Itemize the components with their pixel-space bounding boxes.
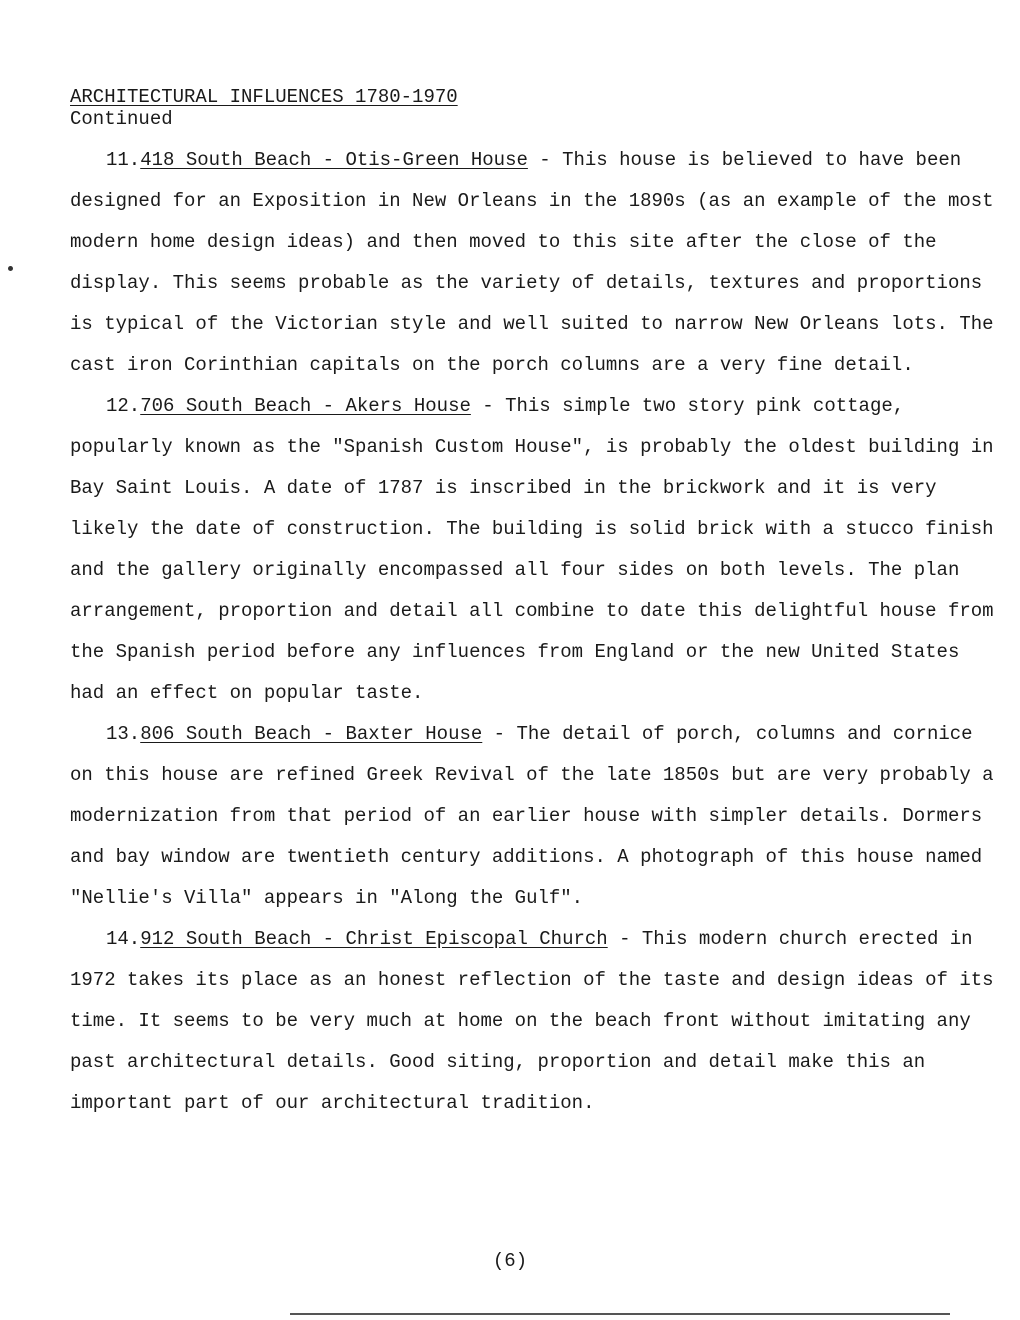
scan-speck <box>8 266 13 271</box>
entry-text: - This house is believed to have been designed for an Exposition in New Orleans in the 1890s (as an example of the most modern home design ideas) and then moved to this site after the close of the display. This seems probable as the variety of details, textures and proportions is typical of the Victorian style and well suited to narrow New Orleans lots. The cast iron Corinthian capitals on the porch columns are a very fine detail. <box>70 149 994 376</box>
entry-13 <box>70 714 1000 919</box>
entry-11 <box>70 140 1000 386</box>
document-header <box>70 86 458 130</box>
page-bottom-rule <box>290 1313 950 1315</box>
document-subtitle: Continued <box>70 108 173 130</box>
entry-text: - The detail of porch, columns and cornice on this house are refined Greek Revival of the late 1850s but are very probably a modernization from that period of an earlier house with simpler details. Dormers and bay window are twentieth century additions. A photograph of this house named "Nellie's Villa" appears in "Along the Gulf". <box>70 723 994 909</box>
entry-heading: 912 South Beach - Christ Episcopal Church <box>140 928 608 950</box>
entry-heading: 706 South Beach - Akers House <box>140 395 471 417</box>
entry-heading: 806 South Beach - Baxter House <box>140 723 483 745</box>
page-number: (6) <box>492 1250 528 1272</box>
entry-heading: 418 South Beach - Otis-Green House <box>140 149 528 171</box>
entry-12 <box>70 386 1000 714</box>
entry-number: 14. <box>106 928 141 950</box>
entry-number: 13. <box>106 723 141 745</box>
document-title: ARCHITECTURAL INFLUENCES 1780-1970 <box>70 86 458 108</box>
entry-text: - This simple two story pink cottage, popularly known as the "Spanish Custom House", is probably the oldest building in Bay Saint Louis. A date of 1787 is inscribed in the brickwork and it is very likely the date of construction. The building is solid brick with a stucco finish and the gallery originally encompassed all four sides on both levels. The plan arrangement, proportion and detail all combine to date this delightful house from the Spanish period before any influences from England or the new United States had an effect on popular taste. <box>70 395 994 704</box>
entry-number: 12. <box>106 395 141 417</box>
document-body <box>70 140 1000 1124</box>
entry-number: 11. <box>106 149 141 171</box>
entry-14 <box>70 919 1000 1124</box>
entry-text: - This modern church erected in 1972 takes its place as an honest reflection of the taste and design ideas of its time. It seems to be very much at home on the beach front without imitating any past architectural details. Good siting, proportion and detail make this an important part of our architectural tradition. <box>70 928 994 1114</box>
